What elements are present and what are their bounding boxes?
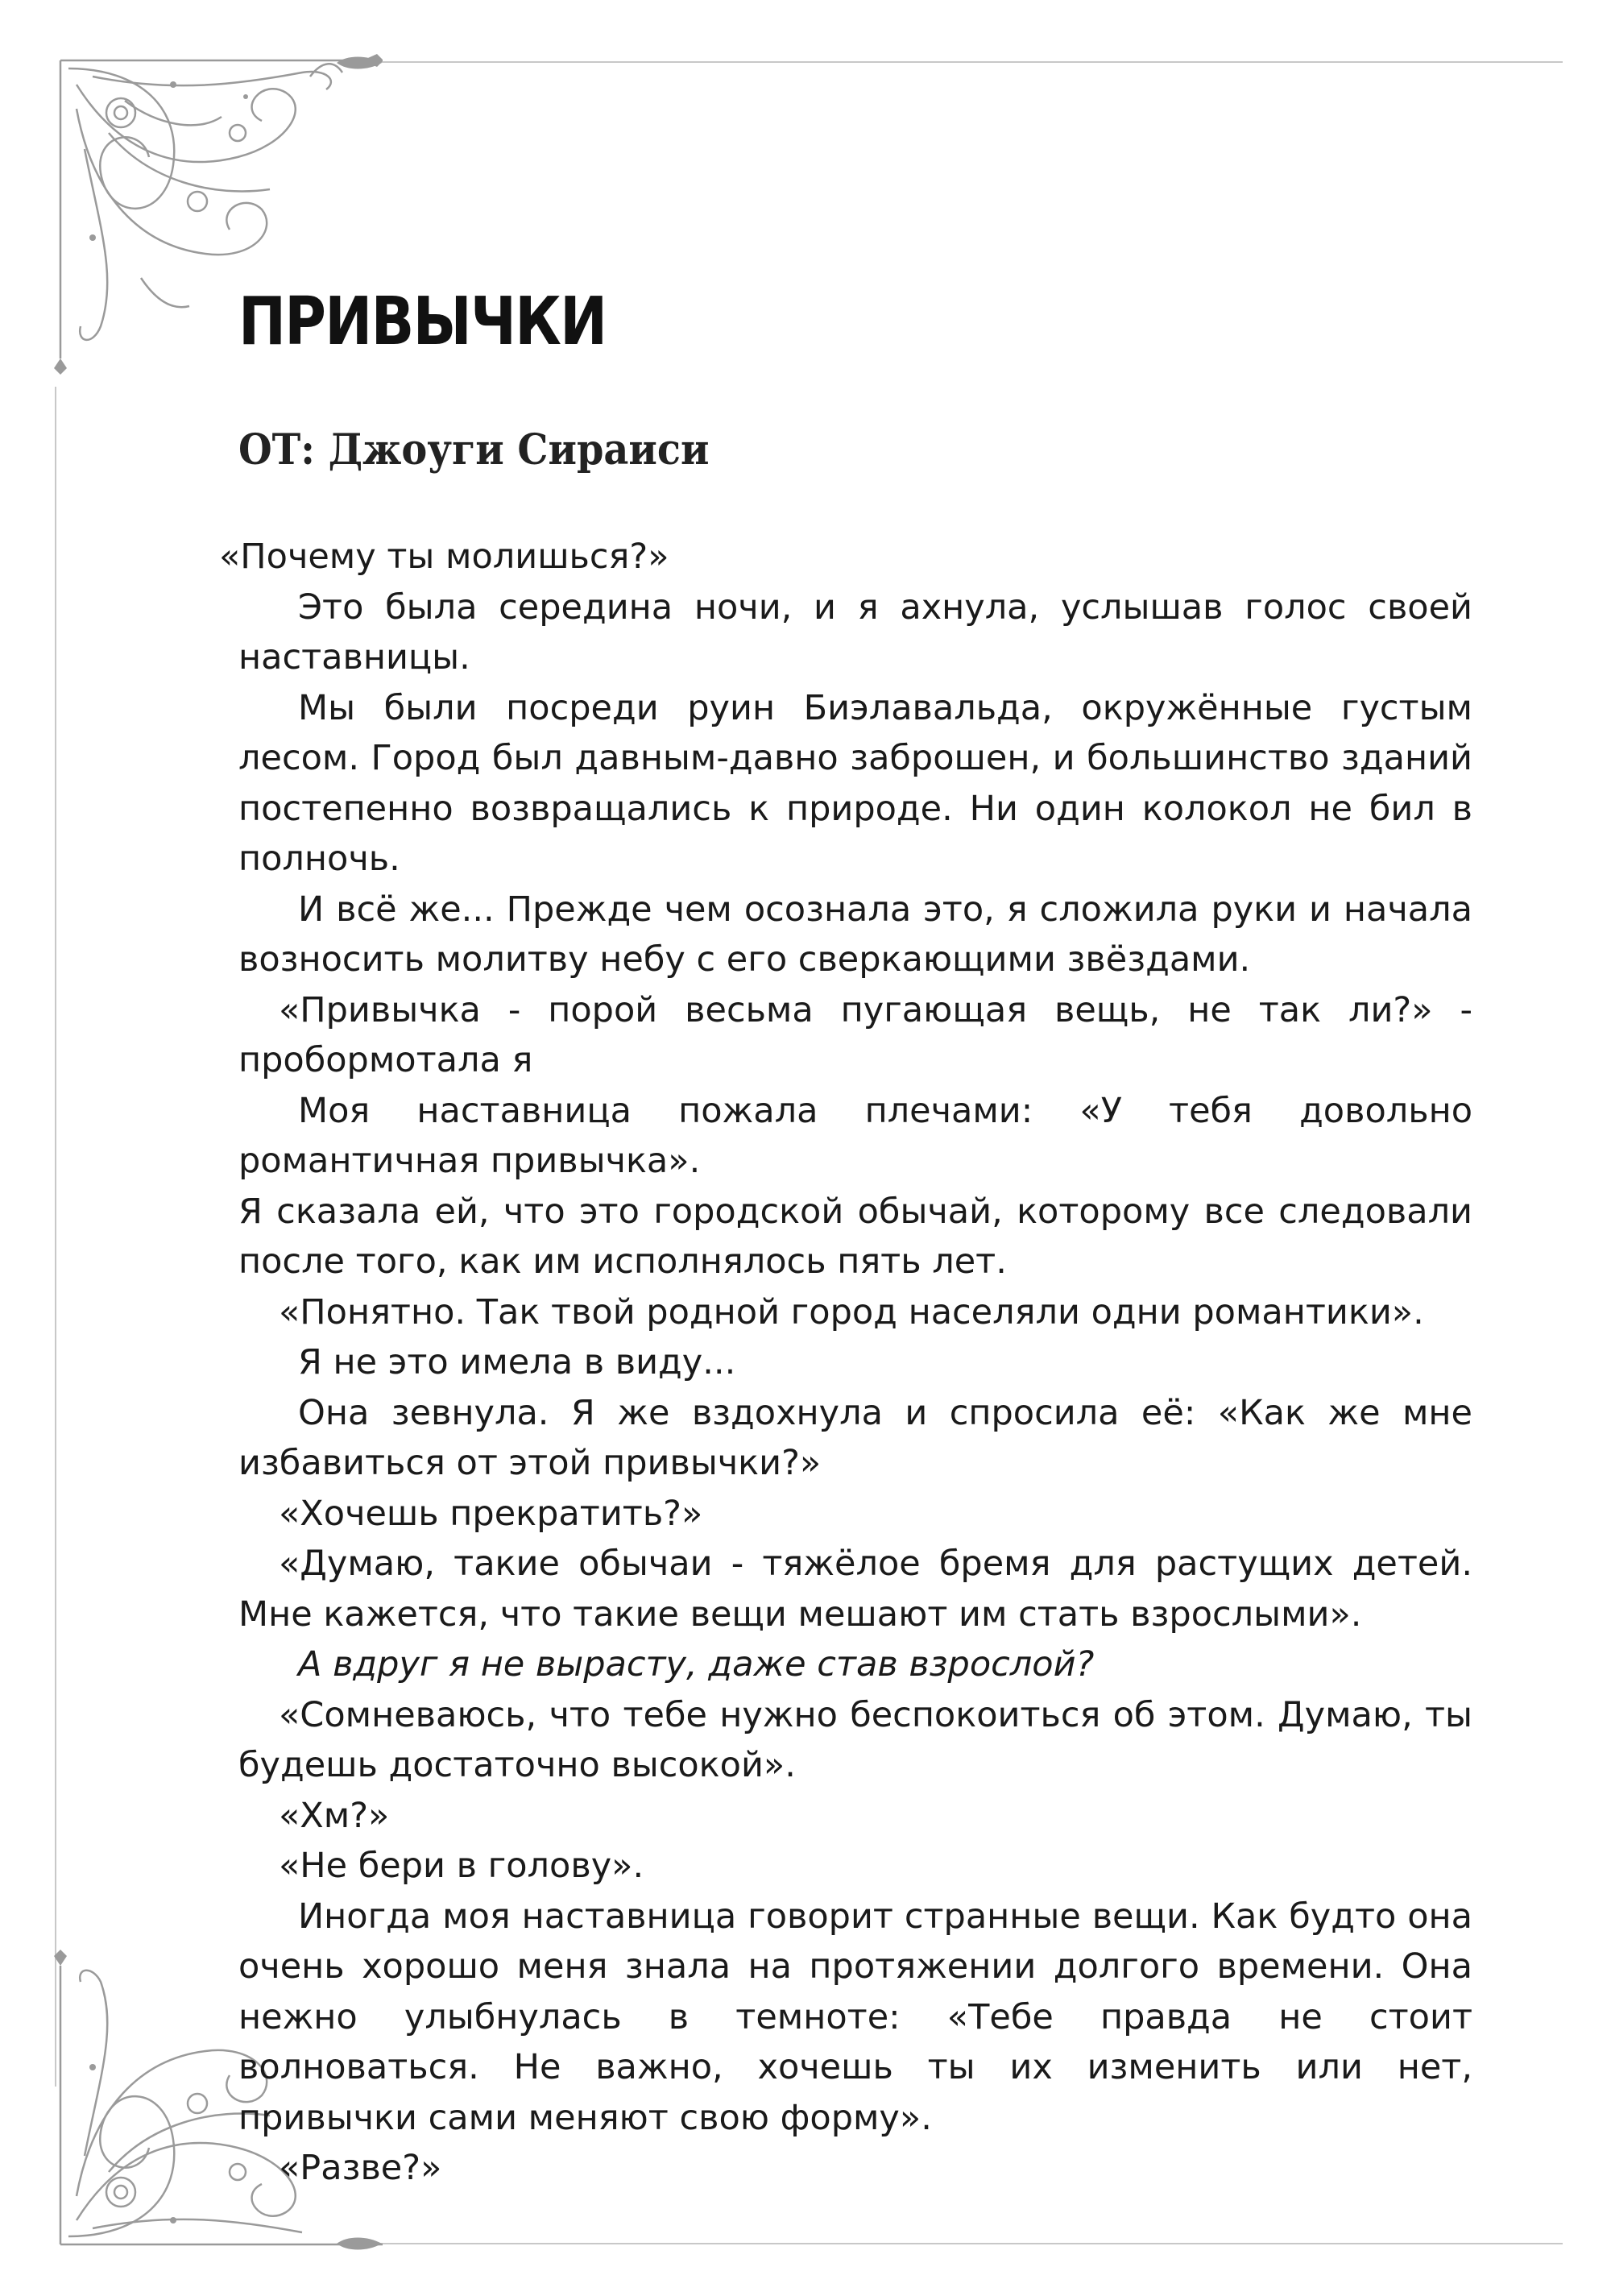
story-paragraph: «Привычка - порой весьма пугающая вещь, не так ли?» - пробормотала я <box>238 989 1472 1080</box>
story-paragraph: Это была середина ночи, и я ахнула, услышав голос своей наставницы. <box>238 586 1472 678</box>
story-paragraph: «Разве?» <box>279 2148 442 2188</box>
story-paragraph: Иногда моя наставница говорит странные вещи. Как будто она очень хорошо меня знала на протяжении долгого времени. Она нежно улыбнулась в темноте: «Тебе правда не стоит волноваться. Не важно, хочешь ты их изменить или нет, привычки сами меняют свою форму». <box>238 1896 1472 2138</box>
story-paragraph: «Сомневаюсь, что тебе нужно беспокоиться об этом. Думаю, ты будешь достаточно высокой». <box>238 1694 1472 1785</box>
frame-bottom-line <box>379 2243 1563 2244</box>
story-paragraph: «Хочешь прекратить?» <box>279 1493 703 1534</box>
page-title: ПРИВЫЧКИ <box>238 284 607 360</box>
story-paragraph: Мы были посреди руин Биэлавальда, окружённые густым лесом. Город был давным-давно заброшен, и большинство зданий постепенно возвращались к природе. Ни один колокол не бил в полночь. <box>238 687 1472 879</box>
story-paragraph: Я не это имела в виду... <box>298 1342 736 1382</box>
author-line: ОТ: Джоуги Сираиси <box>238 425 710 475</box>
story-paragraph: Я сказала ей, что это городской обычай, которому все следовали после того, как им исполнялось пять лет. <box>238 1191 1472 1282</box>
frame-top-line <box>379 61 1563 63</box>
story-paragraph: Моя наставница пожала плечами: «У тебя довольно романтичная привычка». <box>238 1090 1472 1181</box>
leaf-finial-icon <box>335 2234 383 2253</box>
story-paragraph-italic: А вдруг я не вырасту, даже став взрослой? <box>298 1644 1095 1685</box>
story-paragraph: «Почему ты молишься?» <box>219 537 669 577</box>
story-paragraph: «Не бери в голову». <box>279 1846 644 1886</box>
story-paragraph: «Хм?» <box>279 1795 390 1836</box>
story-paragraph: Она зевнула. Я же вздохнула и спросила её: «Как же мне избавиться от этой привычки?» <box>238 1392 1472 1483</box>
story-paragraph: И всё же... Прежде чем осознала это, я сложила руки и начала возносить молитву небу с его сверкающими звёздами. <box>238 889 1472 980</box>
story-body <box>219 532 1472 2194</box>
frame-left-line <box>55 387 56 2087</box>
story-paragraph: «Думаю, такие обычаи - тяжёлое бремя для растущих детей. Мне кажется, что такие вещи мешают им стать взрослыми». <box>238 1544 1472 1635</box>
story-paragraph: «Понятно. Так твой родной город населяли одни романтики». <box>279 1291 1424 1332</box>
leaf-finial-icon <box>335 53 383 73</box>
